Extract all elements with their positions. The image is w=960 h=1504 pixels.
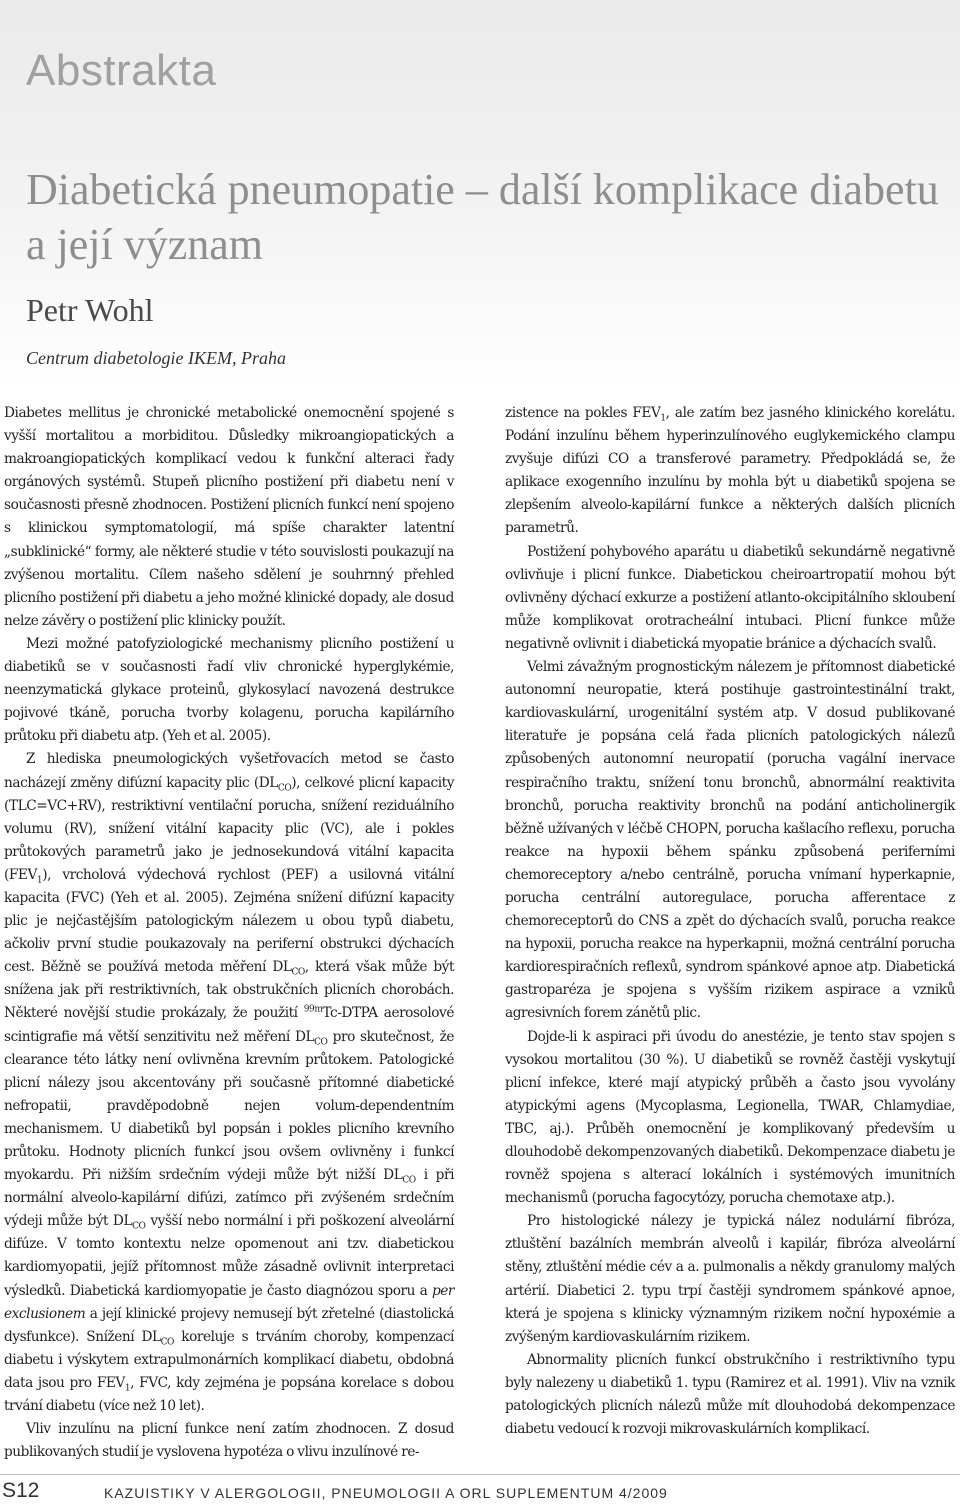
subscript: 1 (124, 1383, 131, 1394)
paragraph: Abnormality plicních funkcí obstrukčního i restriktivního typu byly nalezeny u diabetiků 1. typu (Ramirez et al. 1991). Vliv na vznik patologických plicních nálezů může mít dlouhodobá dekompenzace diabetu vedoucí k rozvoji mikrovaskulárních komplikací. (505, 1351, 955, 1438)
article-title: Diabetická pneumopatie – další komplikace diabetu a její význam (26, 165, 939, 269)
text-run: a její klinické projevy nemusejí být zřetelné (diastolická dysfunkce). Snížení DL (4, 1305, 454, 1345)
text-run: Z hlediska pneumologických vyšetřovacích metod se často nacházejí změny difúzní kapacity plic (DL (4, 751, 454, 791)
subscript: CO (314, 1037, 328, 1048)
text-run: , FVC, kdy zejména je popsána korelace s dobou trvání diabetu (více než 10 let). (4, 1374, 454, 1415)
text-run: i při normální alveolo-kapilární difúzi, zatímco při zvýšeném srdečním výdeji může být DL (4, 1167, 454, 1230)
author-name: Petr Wohl (26, 292, 154, 328)
paragraph: Mezi možné patofyziologické mechanismy plicního postižení u diabetiků se v současnosti řadí vliv chronické hyperglykémie, neenzymatická glykace proteinů, glykosylací navozená destrukce pojivové tkáně, porucha tvorby kolagenu, porucha kapilárního průtoku při diabetu atp. (Yeh et al. 2005). (4, 635, 454, 745)
subscript: CO (160, 1337, 174, 1348)
footer-divider (0, 1474, 960, 1475)
right-column (505, 402, 955, 1441)
journal-name: KAZUISTIKY V ALERGOLOGII, PNEUMOLOGII A ORL SUPLEMENTUM 4/2009 (104, 1485, 668, 1501)
subscript: 1 (36, 875, 43, 886)
paragraph: Diabetes mellitus je chronické metabolické onemocnění spojené s vyšší mortalitou a morbiditou. Důsledky mikroangiopatických a makroangiopatických komplikací vedou k funkční alteraci řady orgánových systémů. Stupeň plicního postižení při diabetu není v současnosti přesně zhodnocen. Postižení plicních funkcí není spojeno s klinickou symptomatologií, má spíše charakter latentní „subklinické“ formy, ale některé studie v této souvislosti poukazují na zvýšenou mortalitu. Cílem našeho sdělení je souhrnný přehled plicního postižení při diabetu a jeho možné klinické dopady, ale dosud nelze závěry o postižení plic klinicky použít. (4, 405, 454, 629)
superscript: 99m (303, 1004, 323, 1015)
paragraph: Dojde-li k aspiraci při úvodu do anestézie, je tento stav spojen s vysokou mortalitou (30 %). U diabetiků se rovněž častěji vyskytují plicní infekce, které mají atypický průběh a často jsou vyvolány atypickými agens (Mycoplasma, Legionella, TWAR, Chlamydiae, TBC, aj.). Průběh onemocnění je komplikovaný především u dlouhodobě dekompenzovaných diabetiků. Dekompenzace diabetu je rovněž spojena s alterací lokálních i systémových imunitních mechanismů (porucha fagocytózy, porucha chemotaxe atp.). (505, 1028, 955, 1207)
left-column (4, 402, 454, 1464)
subscript: CO (402, 1175, 416, 1186)
text-run: , která však může být snížena jak při restriktivních, tak obstrukčních plicních chorobách. Některé novější studie prokázaly, že použití (4, 959, 454, 1022)
paragraph: Vliv inzulínu na plicní funkce není zatím zhodnocen. Z dosud publikovaných studií je vyslovena hypotéza o vlivu inzulínové re- (4, 1421, 454, 1461)
text-run: Tc-DTPA aerosolové scintigrafie má větší senzitivitu než měření DL (4, 1005, 454, 1045)
paragraph: Postižení pohybového aparátu u diabetiků sekundárně negativně ovlivňuje i plicní funkce. Diabetickou cheiroartropatií mohou být ovlivněny dýchací exkurze a postižení atlanto-okcipitálního skloubení může komplikovat orotracheální intubaci. Plicní funkce může negativně ovlivnit i diabetická myopatie bránice a dýchacích svalů. (505, 543, 955, 652)
paragraph (4, 748, 454, 1418)
subscript: CO (277, 783, 292, 794)
paragraph (505, 402, 955, 541)
italic-term: per exclusionem (4, 1282, 454, 1322)
subscript: CO (132, 1222, 146, 1233)
text-run: ), vrcholová výdechová rychlost (PEF) a usilovná vitální kapacita (FVC) (Yeh et al. 2005). Zejména snížení difúzní kapacity plic je nejčastějším patologickým nálezem u obou typů diabetu, ačkoliv první studie poukazovaly na periferní obstrukci dýchacích cest. Běžně se používá metoda měření DL (4, 866, 454, 976)
text-run: ), celkové plicní kapacity (TLC=VC+RV), restriktivní ventilační porucha, snížení reziduálního volumu (RV), snížení vitální kapacity plic (VC), ale i pokles průtokových parametrů jako je jednosekundová vitální kapacita (FEV (4, 774, 454, 883)
subscript: CO (291, 967, 305, 978)
author-affiliation: Centrum diabetologie IKEM, Praha (26, 348, 286, 368)
text-run: , ale zatím bez jasného klinického korelátu. Podání inzulínu během hyperinzulínového euglykemického clampu zvyšuje difúzi CO a transferové parametry. Předpokládá se, že aplikace exogenního inzulínu by mohla být u diabetiků spojena se zlepšením alveolo-kapilární funkce a některých dalších plicních parametrů. (505, 405, 955, 537)
section-label: Abstrakta (26, 46, 217, 95)
paragraph: Velmi závažným prognostickým nálezem je přítomnost diabetické autonomní neuropatie, která postihuje gastrointestinální trakt, kardiovaskulární, urogenitální systém atp. V dosud publikované literatuře je popsána celá řada plicních patologických nálezů způsobených autonomní neuropatií (porucha vagální inervace respiračního traktu, snížení tonu bronchů, abnormální reaktivita bronchů, porucha reaktivity bronchů na podání anticholinergik běžně užívaných v léčbě CHOPN, porucha kašlacího reflexu, porucha reakce na hypoxii během spánku způsobená periferními chemoreceptory a/nebo centrálně, porucha vnímaní hyperkapnie, porucha centrální autoregulace, porucha afferentace z chemoreceptorů do CNS a zpět do dýchacích svalů, porucha reakce na hypoxii, porucha reakce na hyperkapnii, možná centrální porucha kardiorespiračních reflexů, syndrom spánkové apnoe atp. Diabetická gastroparéza je spojena s vyšším rizikem aspirace a vzniků agresivních forem zánětů plic. (505, 659, 955, 1022)
text-run: zistence na pokles FEV (505, 405, 661, 421)
text-run: koreluje s trváním choroby, kompenzací diabetu i výskytem extrapulmonárních komplikací diabetu, obdobná data jsou pro FEV (4, 1328, 454, 1391)
page-number: S12 (2, 1479, 40, 1502)
text-run: vyšší nebo normální i při poškození alveolární difúze. V tomto kontextu nelze opomenout ani tzv. diabetickou kardiomyopatii, jejíž přítomnost může zásadně ovlivnit interpretaci výsledků. Diabetická kardiomyopatie je často diagnózou sporu a (4, 1213, 454, 1299)
paragraph: Pro histologické nálezy je typická nález nodulární fibróza, ztluštění bazálních membrán alveolů i kapilár, fibróza alveolární stěny, ztluštění médie cév a a. pulmonalis a někdy granulomy malých artérií. Diabetici 2. typu trpí častěji syndromem spánkové apnoe, která je spojena s klinicky významným rizikem noční hypoxémie a zvýšeným kardiovaskulárním rizikem. (505, 1213, 955, 1345)
text-run: pro skutečnost, že clearance této látky není ovlivněna krevním průtokem. Patologické plicní nálezy jsou akcentovány při současně přítomné diabetické nefropatii, pravděpodobně nejen volum-dependentním mechanismem. U diabetiků byl popsán i pokles plicního krevního průtoku. Hodnoty plicních funkcí jsou ovšem ovlivněny i funkcí myokardu. Při nižším srdečním výdeji může být nižší DL (4, 1028, 454, 1184)
subscript: 1 (660, 413, 666, 424)
